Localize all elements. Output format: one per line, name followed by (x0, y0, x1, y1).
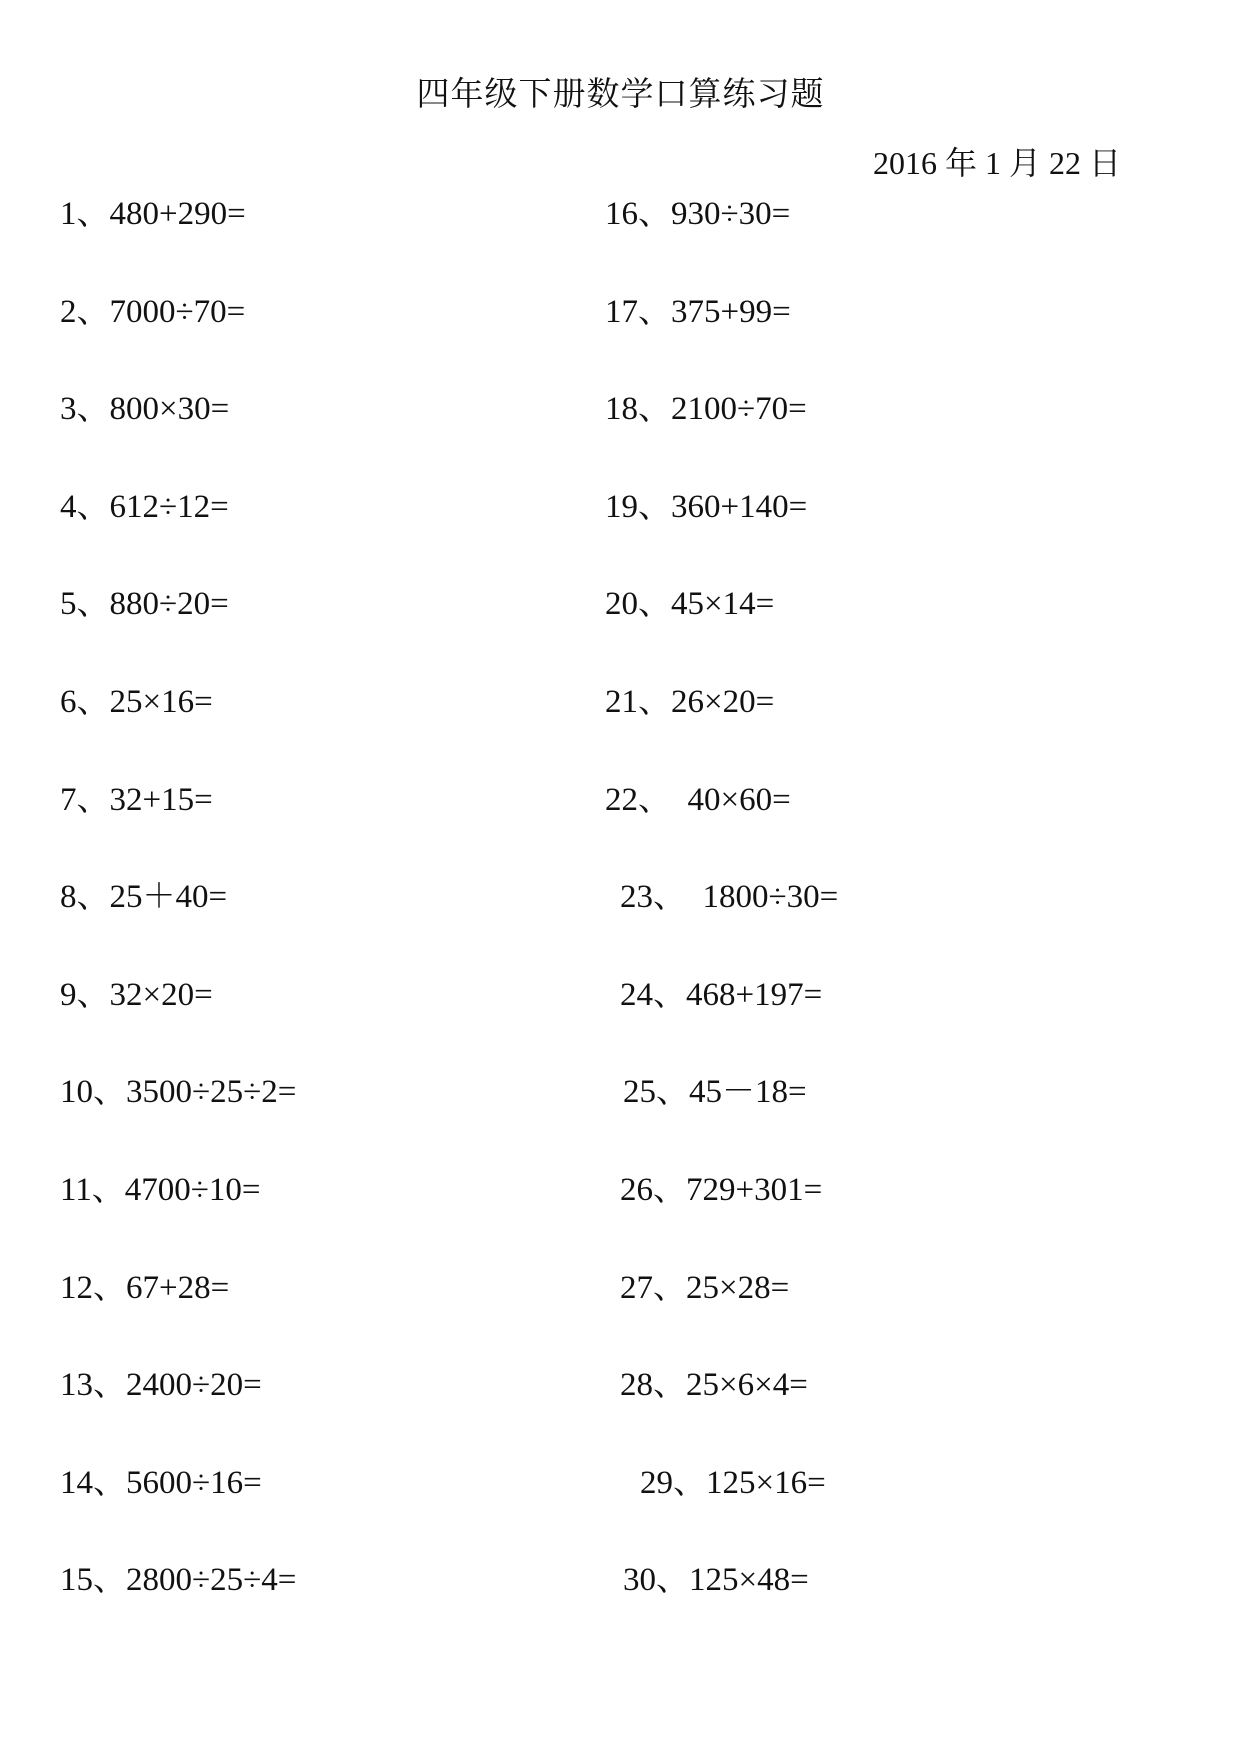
problem-23: 23、 1800÷30= (620, 879, 839, 916)
problem-3: 3、800×30= (60, 391, 230, 428)
problem-28: 28、25×6×4= (620, 1367, 808, 1404)
problem-5: 5、880÷20= (60, 586, 229, 623)
problem-9: 9、32×20= (60, 976, 213, 1013)
problem-13: 13、2400÷20= (60, 1367, 262, 1404)
date-line: 2016 年 1 月 22 日 (872, 145, 1121, 181)
problem-11: 11、4700÷10= (60, 1171, 261, 1208)
problem-8: 8、25＋40= (60, 879, 228, 916)
problem-21: 21、26×20= (605, 683, 775, 720)
problem-10: 10、3500÷25÷2= (60, 1074, 297, 1111)
problem-list-left (60, 198, 296, 1662)
problem-25: 25、45－18= (623, 1074, 807, 1111)
problem-17: 17、375+99= (605, 293, 791, 330)
problem-24: 24、468+197= (620, 976, 823, 1013)
problem-26: 26、729+301= (620, 1171, 823, 1208)
problem-7: 7、32+15= (60, 781, 213, 818)
problem-12: 12、67+28= (60, 1269, 230, 1306)
page-title: 四年级下册数学口算练习题 (416, 77, 825, 113)
problem-30: 30、125×48= (623, 1562, 809, 1599)
problem-16: 16、930÷30= (605, 196, 791, 232)
problem-2: 2、7000÷70= (60, 293, 246, 330)
problem-19: 19、360+140= (605, 488, 808, 525)
problem-list-right (605, 198, 838, 1662)
problem-27: 27、25×28= (620, 1269, 790, 1306)
problem-15: 15、2800÷25÷4= (60, 1562, 297, 1599)
problem-1: 1、480+290= (60, 196, 246, 232)
problem-20: 20、45×14= (605, 586, 775, 623)
problem-6: 6、25×16= (60, 683, 213, 720)
problem-14: 14、5600÷16= (60, 1464, 262, 1501)
problem-22: 22、 40×60= (605, 781, 791, 818)
problem-18: 18、2100÷70= (605, 391, 807, 428)
problem-29: 29、125×16= (640, 1464, 826, 1501)
problem-4: 4、612÷12= (60, 488, 229, 525)
